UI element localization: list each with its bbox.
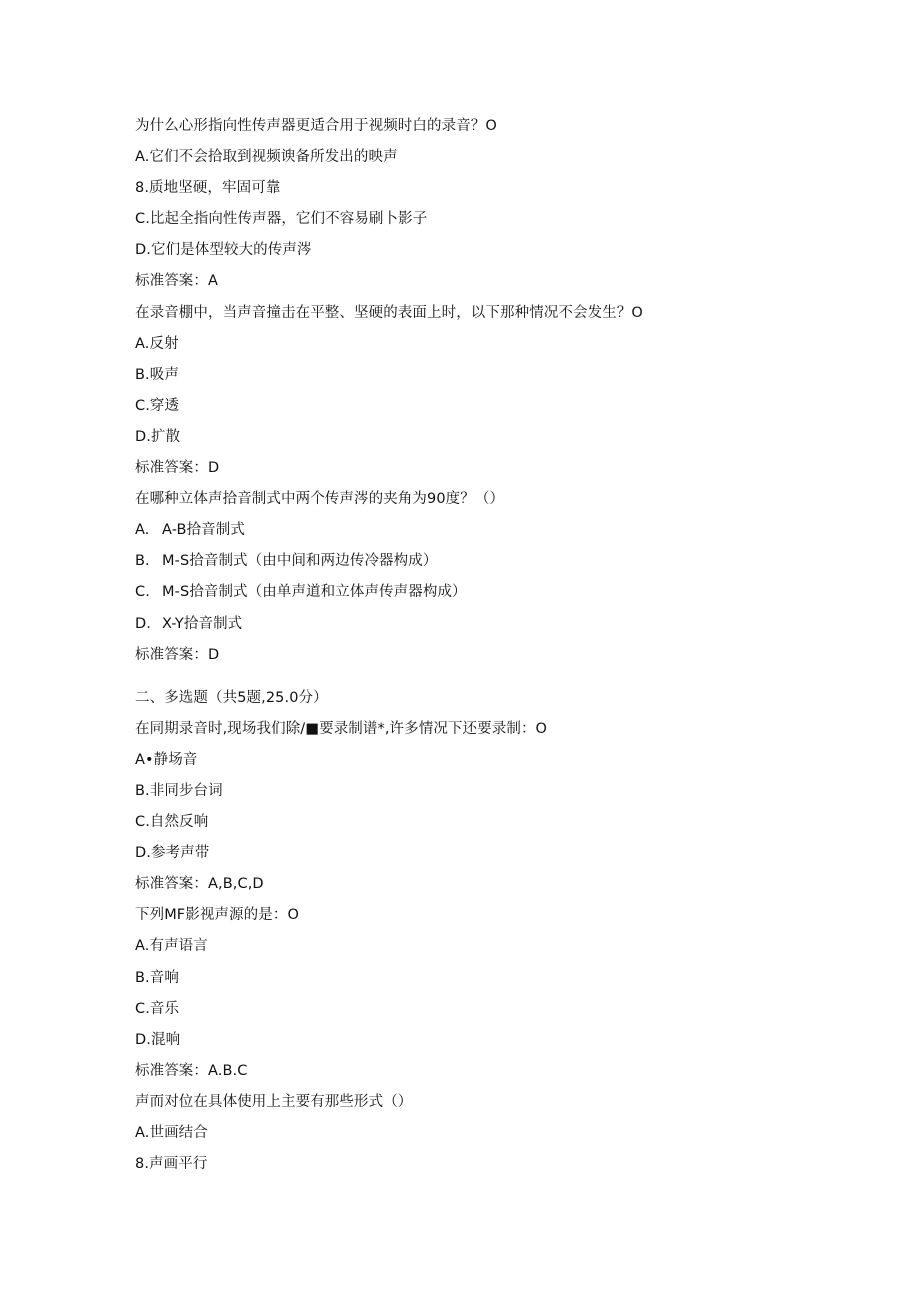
option-text: X-Y拾音制式 <box>162 615 243 632</box>
question-1: 为什么心形指向性传声器更适合用于视频时白的录音？O <box>135 118 497 134</box>
document-page <box>135 111 835 1180</box>
option-key: D. <box>135 615 151 632</box>
question-3-option-d <box>135 609 835 640</box>
question-3-option-c <box>135 577 835 608</box>
question-5-option-b: B.音响 <box>135 969 179 986</box>
option-key: B. <box>135 553 150 570</box>
section-heading: 二、多选题（共5题,25.0分） <box>135 689 328 706</box>
option-key: A. <box>135 522 150 539</box>
question-3-option-b <box>135 546 835 577</box>
option-text: M-S拾音制式（由单声道和立体声传声器构成） <box>162 584 467 601</box>
question-4-option-c: C.自然反响 <box>135 814 209 831</box>
question-6-option-b: 8.声画平行 <box>135 1156 208 1173</box>
question-1-option-c: C.比起全指向性传声器，它们不容易刷卜影子 <box>135 211 428 228</box>
question-6: 声而对位在具体使用上主要有那些形式（） <box>135 1093 413 1110</box>
question-2-option-d: D.扩散 <box>135 428 181 445</box>
question-5: 下列MF影视声源的是：O <box>135 907 299 924</box>
question-4-option-d: D.参考声带 <box>135 845 210 862</box>
question-4-option-a: A•静场音 <box>135 751 198 768</box>
question-2-option-b: B.吸声 <box>135 366 179 383</box>
question-5-option-d: D.混响 <box>135 1031 181 1048</box>
question-3-option-a <box>135 515 835 546</box>
question-6-option-a: A.世画结合 <box>135 1125 208 1141</box>
question-1-option-b: 8.质地坚硬，牢固可靠 <box>135 180 281 197</box>
option-text: M-S拾音制式（由中间和两边传冷器构成） <box>162 553 438 570</box>
question-1-option-a: A.它们不会拾取到视频谀备所发出的映声 <box>135 149 398 166</box>
question-2-option-a: A.反射 <box>135 335 179 352</box>
question-2-answer: 标准答案：D <box>135 460 220 477</box>
question-4: 在同期录音时,现场我们除/■要录制谱*,许多情况下还要录制：O <box>135 720 548 737</box>
question-5-option-c: C.音乐 <box>135 1000 180 1017</box>
question-3-answer: 标准答案：D <box>135 646 220 663</box>
question-2-option-c: C.穿透 <box>135 397 180 414</box>
option-text: A-B拾音制式 <box>162 522 245 539</box>
question-1-option-d: D.它们是体型较大的传声涔 <box>135 242 312 259</box>
question-3: 在哪种立体声拾音制式中两个传声涔的夹角为90度？（） <box>135 491 505 508</box>
question-2: 在录音棚中，当声音撞击在平整、坚硬的表面上时，以下那种情况不会发生？O <box>135 304 643 321</box>
question-1-answer: 标准答案：A <box>135 273 219 290</box>
question-5-answer: 标准答案：A.B.C <box>135 1062 248 1079</box>
question-4-answer: 标准答案：A,B,C,D <box>135 876 264 893</box>
question-5-option-a: A.有声语言 <box>135 938 208 955</box>
question-4-option-b: B.非同步台词 <box>135 782 223 799</box>
option-key: C. <box>135 584 150 601</box>
